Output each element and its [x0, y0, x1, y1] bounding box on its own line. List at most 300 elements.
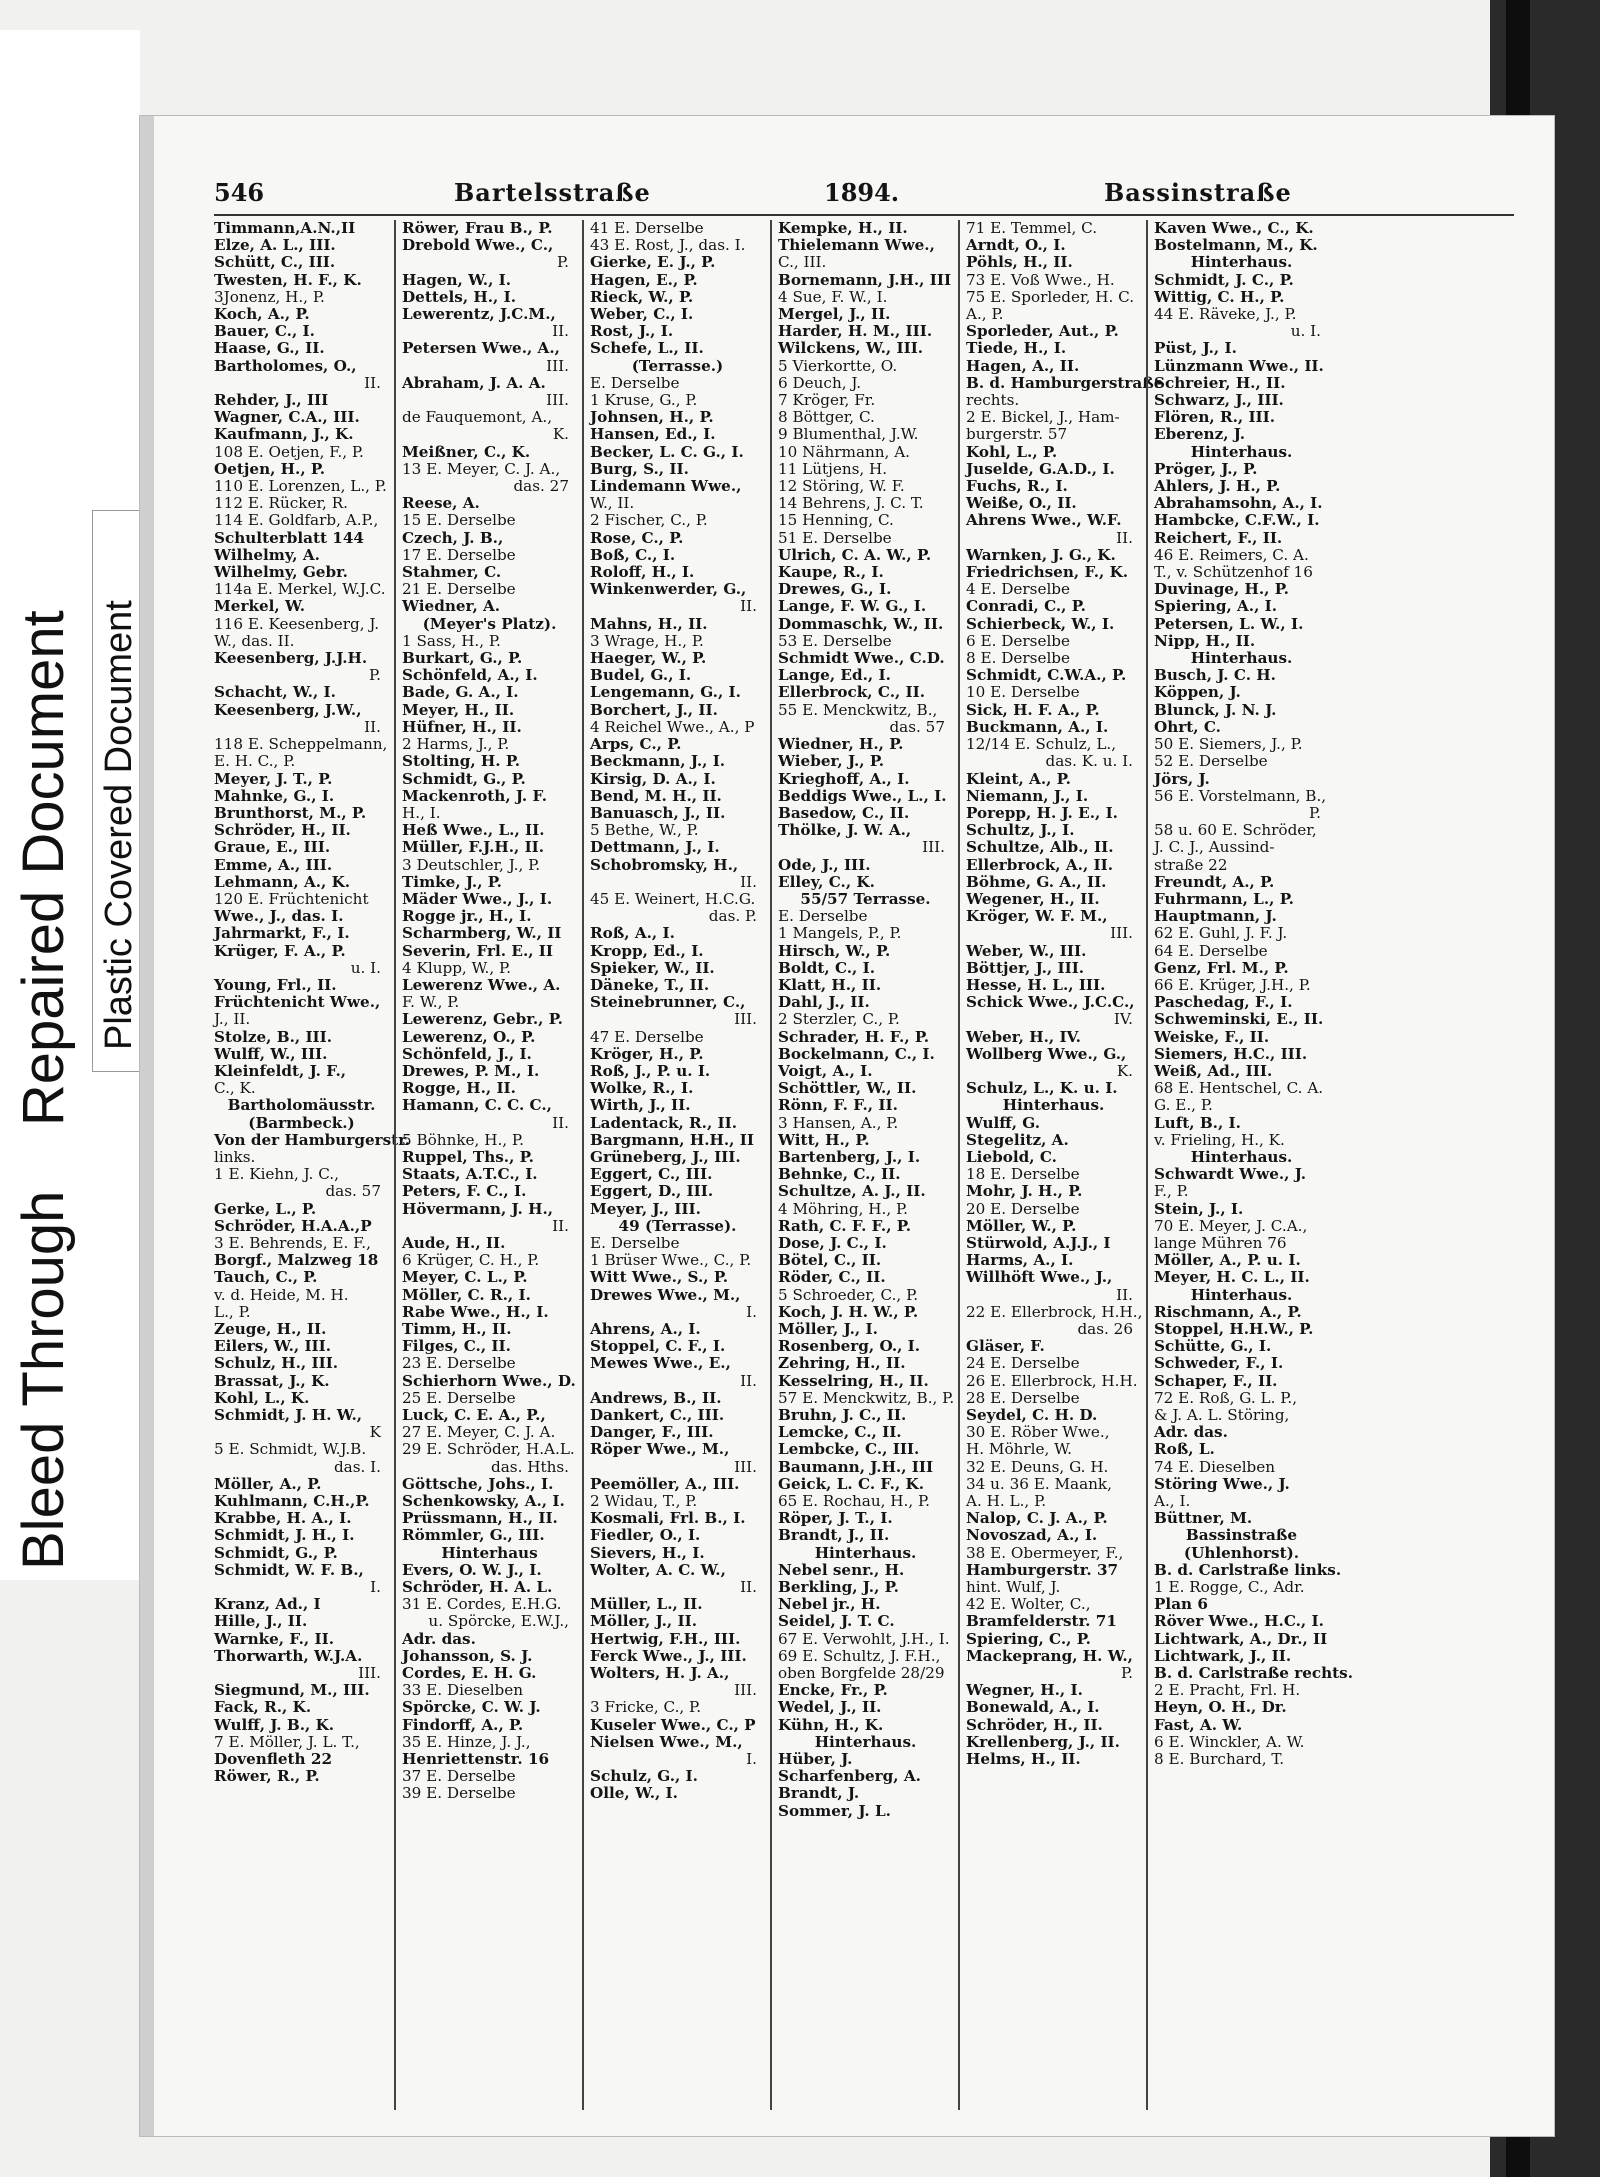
page-year: 1894.	[824, 178, 900, 207]
directory-entry: Bassinstraße	[1185, 1526, 1298, 1545]
directory-entry: Johnsen, H., P.	[590, 408, 714, 427]
directory-entry: 29 E. Schröder, H.A.L.	[402, 1440, 575, 1459]
directory-entry: 3 Fricke, C., P.	[590, 1698, 702, 1717]
directory-entry: 15 Henning, C.	[778, 511, 894, 530]
directory-entry: II.	[552, 1113, 569, 1132]
directory-entry: Lewerenz Wwe., A.	[402, 975, 561, 994]
directory-entry: Seydel, C. H. D.	[966, 1406, 1098, 1425]
directory-entry: Sick, H. F. A., P.	[966, 700, 1100, 719]
directory-entry: Schmidt, J. H. W.,	[214, 1406, 363, 1425]
directory-entry: Möller, C. R., I.	[402, 1285, 531, 1304]
directory-entry: Rabe Wwe., H., I.	[402, 1302, 549, 1321]
directory-entry: Mergel, J., II.	[778, 305, 891, 324]
directory-entry: de Fauquemont, A.,	[402, 408, 553, 427]
directory-entry: Encke, Fr., P.	[778, 1681, 888, 1700]
directory-entry: 13 E. Meyer, C. J. A.,	[402, 459, 561, 478]
directory-entry: G. E., P.	[1154, 1096, 1213, 1115]
directory-entry: Dankert, C., III.	[590, 1406, 725, 1425]
directory-entry: Dovenfleth 22	[214, 1750, 333, 1769]
directory-entry: Kröger, H., P.	[590, 1044, 704, 1063]
directory-entry: I.	[746, 1750, 757, 1769]
directory-entry: Rosenberg, O., I.	[778, 1337, 921, 1356]
directory-entry: I.	[746, 1302, 757, 1321]
directory-entry: Mackenroth, J. F.	[402, 786, 548, 805]
directory-entry: 30 E. Röber Wwe.,	[966, 1423, 1110, 1442]
directory-entry: 62 E. Guhl, J. F. J.	[1154, 924, 1288, 943]
directory-entry: Hinterhaus.	[1002, 1096, 1105, 1115]
directory-entry: C., III.	[778, 253, 827, 272]
directory-entry: lange Mühren 76	[1154, 1233, 1287, 1252]
directory-entry: Evers, O. W. J., I.	[402, 1560, 542, 1579]
directory-entry: Wirth, J., II.	[590, 1096, 691, 1115]
directory-entry: 51 E. Derselbe	[778, 528, 892, 547]
directory-entry: 1 Kruse, G., P.	[590, 391, 698, 410]
directory-entry: Roß, J., P. u. I.	[590, 1061, 711, 1080]
directory-entry: 2 Harms, J., P.	[402, 735, 510, 754]
directory-entry: Müller, L., II.	[590, 1595, 703, 1614]
directory-entry: A., P.	[966, 305, 1004, 324]
directory-entry: 11 Lütjens, H.	[778, 459, 888, 478]
directory-entry: Keesenberg, J.J.H.	[214, 649, 368, 668]
directory-entry: das. 27	[513, 477, 569, 496]
directory-entry: Von der Hamburgerstr.	[214, 1130, 411, 1149]
directory-entry: K.	[552, 425, 569, 444]
directory-entry: Römmler, G., III.	[402, 1526, 545, 1545]
directory-entry: Winkenwerder, G.,	[590, 580, 747, 599]
directory-entry: Siemers, H.C., III.	[1154, 1044, 1308, 1063]
directory-entry: Kosmali, Frl. B., I.	[590, 1509, 746, 1528]
directory-entry: Schultze, A. J., II.	[778, 1182, 926, 1201]
directory-entry: Seidel, J. T. C.	[778, 1612, 895, 1631]
directory-entry: Wulff, W., III.	[214, 1044, 328, 1063]
directory-entry: 66 E. Krüger, J.H., P.	[1154, 975, 1311, 994]
directory-entry: straße 22	[1154, 855, 1228, 874]
directory-entry: Bramfelderstr. 71	[966, 1612, 1117, 1631]
directory-entry: Voigt, A., I.	[778, 1061, 873, 1080]
directory-entry: Hinterhaus.	[1190, 442, 1293, 461]
directory-entry: (Barmbeck.)	[248, 1113, 355, 1132]
directory-entry: Elley, C., K.	[778, 872, 875, 891]
directory-entry: 1 E. Kiehn, J. C.,	[214, 1165, 339, 1184]
directory-entry: 50 E. Siemers, J., P.	[1154, 735, 1303, 754]
directory-entry: 108 E. Oetjen, F., P.	[214, 442, 364, 461]
directory-entry: II.	[740, 872, 757, 891]
directory-entry: Boß, C., I.	[590, 545, 676, 564]
directory-entry: Schick Wwe., J.C.C.,	[966, 993, 1135, 1012]
directory-entry: Danger, F., III.	[590, 1423, 714, 1442]
directory-entry: Thölke, J. W. A.,	[778, 821, 912, 840]
directory-entry: Bartenberg, J., I.	[778, 1147, 921, 1166]
directory-entry: Keesenberg, J.W.,	[214, 700, 362, 719]
directory-entry: Mewes Wwe., E.,	[590, 1354, 731, 1373]
directory-entry: Warnken, J. G., K.	[966, 545, 1116, 564]
directory-entry: J. C. J., Aussind-	[1154, 838, 1275, 857]
directory-entry: Gläser, F.	[966, 1337, 1045, 1356]
directory-entry: 4 Sue, F. W., I.	[778, 287, 888, 306]
directory-entry: 3Jonenz, H., P.	[214, 287, 325, 306]
directory-entry: Fiedler, O., I.	[590, 1526, 701, 1545]
directory-entry: A. H. L., P.	[966, 1492, 1047, 1511]
directory-entry: Klatt, H., II.	[778, 975, 882, 994]
directory-entry: 7 Kröger, Fr.	[778, 391, 876, 410]
directory-entry: das. 57	[889, 717, 945, 736]
directory-entry: Witt, H., P.	[778, 1130, 870, 1149]
directory-entry: Weber, C., I.	[590, 305, 694, 324]
directory-entry: Rieck, W., P.	[590, 287, 694, 306]
directory-entry: Hagen, E., P.	[590, 270, 698, 289]
directory-entry: Emme, A., III.	[214, 855, 333, 874]
directory-entry: 2 E. Bickel, J., Ham-	[966, 408, 1120, 427]
directory-entry: Schröder, H.A.A.,P	[214, 1216, 372, 1235]
directory-entry: Aude, H., II.	[402, 1233, 506, 1252]
directory-entry: Früchtenicht Wwe.,	[214, 993, 381, 1012]
directory-entry: Lewerentz, J.C.M.,	[402, 305, 556, 324]
directory-entry: Plan 6	[1154, 1595, 1208, 1614]
directory-entry: Ohrt, C.	[1154, 717, 1221, 736]
directory-entry: Kröger, W. F. M.,	[966, 907, 1108, 926]
directory-entry: Wiedner, H., P.	[778, 735, 904, 754]
directory-entry: Ulrich, C. A. W., P.	[778, 545, 932, 564]
directory-entry: Hansen, Ed., I.	[590, 425, 716, 444]
overlay-label-strip	[0, 30, 140, 1580]
directory-entry: 8 E. Derselbe	[966, 649, 1071, 668]
directory-entry: Schmidt, W. F. B.,	[214, 1560, 364, 1579]
directory-entry: Hamann, C. C. C.,	[402, 1096, 552, 1115]
directory-entry: Ruppel, Ths., P.	[402, 1147, 534, 1166]
directory-entry: Fuchs, R., I.	[966, 477, 1068, 496]
directory-entry: Twesten, H. F., K.	[214, 270, 362, 289]
directory-entry: E. H. C., P.	[214, 752, 296, 771]
directory-entry: Müller, F.J.H., II.	[402, 838, 545, 857]
directory-entry: II.	[552, 322, 569, 341]
directory-entry: 70 E. Meyer, J. C.A.,	[1154, 1216, 1308, 1235]
directory-entry: Schulz, G., I.	[590, 1767, 698, 1786]
directory-entry: II.	[364, 717, 381, 736]
directory-entry: Möller, A., P. u. I.	[1154, 1251, 1301, 1270]
directory-entry: 26 E. Ellerbrock, H.H.	[966, 1371, 1138, 1390]
directory-column-3	[590, 220, 765, 2120]
directory-entry: Bartholomes, O.,	[214, 356, 357, 375]
directory-entry: Krieghoff, A., I.	[778, 769, 910, 788]
directory-entry: Bockelmann, C., I.	[778, 1044, 935, 1063]
directory-entry: Petersen, L. W., I.	[1154, 614, 1304, 633]
directory-entry: 14 Behrens, J. C. T.	[778, 494, 924, 513]
directory-entry: Röwer, Frau B., P.	[402, 219, 553, 237]
directory-entry: Wilhelmy, A.	[214, 545, 320, 564]
directory-entry: 4 Möhring, H., P.	[778, 1199, 908, 1218]
directory-entry: 41 E. Derselbe	[590, 219, 704, 237]
directory-entry: Koch, A., P.	[214, 305, 310, 324]
directory-entry: Eberenz, J.	[1154, 425, 1246, 444]
directory-entry: Kaufmann, J., K.	[214, 425, 354, 444]
directory-entry: Drebold Wwe., C.,	[402, 236, 554, 255]
directory-entry: Fast, A. W.	[1154, 1715, 1243, 1734]
directory-entry: T., v. Schützenhof 16	[1154, 563, 1313, 582]
directory-entry: 31 E. Cordes, E.H.G.	[402, 1595, 562, 1614]
directory-entry: Brandt, J., II.	[778, 1526, 890, 1545]
directory-entry: Paschedag, F., I.	[1154, 993, 1293, 1012]
directory-entry: Lembcke, C., III.	[778, 1440, 920, 1459]
directory-entry: 52 E. Derselbe	[1154, 752, 1268, 771]
directory-entry: Scharfenberg, A.	[778, 1767, 921, 1786]
directory-entry: Schacht, W., I.	[214, 683, 336, 702]
directory-entry: Becker, L. C. G., I.	[590, 442, 744, 461]
directory-entry: 56 E. Vorstelmann, B.,	[1154, 786, 1327, 805]
directory-entry: Hinterhaus.	[1190, 1285, 1293, 1304]
directory-entry: Dettels, H., I.	[402, 287, 517, 306]
directory-entry: Drewes, P. M., I.	[402, 1061, 540, 1080]
left-street-heading: Bartelsstraße	[454, 178, 651, 207]
directory-entry: 12/14 E. Schulz, L.,	[966, 735, 1117, 754]
directory-entry: Mahnke, G., I.	[214, 786, 335, 805]
label-repaired-document: Repaired Document	[11, 610, 76, 1127]
directory-column-6	[1154, 219, 1354, 2120]
directory-entry: Weber, H., IV.	[966, 1027, 1081, 1046]
directory-entry: Sievers, H., I.	[590, 1543, 705, 1562]
directory-entry: Rost, J., I.	[590, 322, 674, 341]
directory-entry: Kempke, H., II.	[778, 219, 908, 237]
directory-entry: Helms, H., II.	[966, 1750, 1081, 1769]
directory-entry: E. Derselbe	[590, 373, 680, 392]
directory-entry: 22 E. Ellerbrock, H.H.,	[966, 1302, 1143, 1321]
directory-entry: Stolze, B., III.	[214, 1027, 333, 1046]
directory-entry: Wollberg Wwe., G.,	[966, 1044, 1127, 1063]
directory-entry: 45 E. Weinert, H.C.G.	[590, 889, 756, 908]
directory-entry: Thielemann Wwe.,	[778, 236, 935, 255]
directory-entry: 3 E. Behrends, E. F.,	[214, 1233, 371, 1252]
directory-entry: Wilhelmy, Gebr.	[214, 563, 348, 582]
directory-entry: 57 E. Menckwitz, B., P.	[778, 1388, 955, 1407]
directory-entry: 2 Widau, T., P.	[590, 1492, 698, 1511]
directory-entry: Stoppel, H.H.W., P.	[1154, 1320, 1314, 1338]
directory-entry: Meyer, H., II.	[402, 700, 515, 719]
directory-entry: Meißner, C., K.	[402, 442, 531, 461]
directory-entry: III.	[358, 1664, 381, 1683]
directory-entry: L., P.	[214, 1302, 251, 1321]
directory-entry: Schröder, H., II.	[966, 1715, 1103, 1734]
directory-entry: 18 E. Derselbe	[966, 1165, 1080, 1184]
directory-entry: u. I.	[350, 958, 381, 977]
directory-entry: Kleint, A., P.	[966, 769, 1071, 788]
directory-entry: Conradi, C., P.	[966, 597, 1086, 616]
directory-entry: Flören, R., III.	[1154, 408, 1276, 427]
directory-entry: 46 E. Reimers, C. A.	[1154, 545, 1309, 564]
directory-entry: Eilers, W., III.	[214, 1337, 332, 1356]
directory-entry: 7 E. Möller, J. L. T.,	[214, 1732, 360, 1751]
directory-entry: Stürwold, A.J.J., I	[966, 1233, 1111, 1252]
page-number: 546	[214, 178, 265, 207]
directory-entry: Ahrens, A., I.	[590, 1320, 701, 1338]
directory-entry: (Terrasse.)	[631, 356, 724, 375]
directory-entry: 67 E. Verwohlt, J.H., I.	[778, 1629, 950, 1648]
directory-entry: Wolke, R., I.	[590, 1079, 694, 1098]
directory-entry: 27 E. Meyer, C. J. A.	[402, 1423, 556, 1442]
directory-entry: 33 E. Dieselben	[402, 1681, 524, 1700]
directory-entry: C., K.	[214, 1079, 256, 1098]
directory-entry: B. d. Hamburgerstraße	[966, 373, 1164, 392]
directory-entry: u. I.	[1290, 322, 1321, 341]
directory-entry: Hinterhaus.	[1190, 649, 1293, 668]
directory-entry: 5 Schroeder, C., P.	[778, 1285, 919, 1304]
directory-entry: 28 E. Derselbe	[966, 1388, 1080, 1407]
directory-entry: Peters, F. C., I.	[402, 1182, 527, 1201]
directory-entry: Niemann, J., I.	[966, 786, 1089, 805]
directory-entry: W., das. II.	[214, 631, 295, 650]
directory-entry: Arps, C., P.	[590, 735, 682, 754]
directory-entry: 68 E. Hentschel, C. A.	[1154, 1079, 1324, 1098]
directory-column-2	[402, 220, 577, 2120]
directory-entry: 112 E. Rücker, R.	[214, 494, 348, 513]
directory-entry: II.	[740, 1578, 757, 1597]
directory-entry: III.	[546, 391, 569, 410]
directory-entry: Schwardt Wwe., J.	[1154, 1165, 1307, 1184]
directory-entry: Schreier, H., II.	[1154, 373, 1286, 392]
directory-entry: & J. A. L. Störing,	[1154, 1406, 1290, 1425]
directory-entry: Bauer, C., I.	[214, 322, 315, 341]
directory-entry: Hauptmann, J.	[1154, 907, 1277, 926]
directory-entry: Boldt, C., I.	[778, 958, 876, 977]
directory-entry: Wulff, G.	[966, 1113, 1041, 1132]
directory-entry: 110 E. Lorenzen, L., P.	[214, 477, 387, 496]
directory-entry: Heß Wwe., L., II.	[402, 821, 545, 840]
directory-entry: Hinterhaus.	[1190, 1147, 1293, 1166]
directory-entry: Bostelmann, M., K.	[1154, 236, 1318, 255]
directory-entry: Krabbe, H. A., I.	[214, 1509, 352, 1528]
directory-entry: Eggert, D., III.	[590, 1182, 714, 1201]
directory-entry: Lange, Ed., I.	[778, 666, 891, 685]
directory-entry: 1 Mangels, P., P.	[778, 924, 902, 943]
directory-entry: Nielsen Wwe., M.,	[590, 1732, 743, 1751]
directory-entry: 53 E. Derselbe	[778, 631, 892, 650]
directory-entry: 75 E. Sporleder, H. C.	[966, 287, 1135, 306]
directory-entry: Wieber, J., P.	[778, 752, 885, 771]
directory-entry: Schaper, F., II.	[1154, 1371, 1278, 1390]
directory-entry: Scharmberg, W., II	[402, 924, 562, 943]
directory-entry: 4 E. Derselbe	[966, 580, 1071, 599]
directory-entry: Burkart, G., P.	[402, 649, 523, 668]
directory-entry: Dommaschk, W., II.	[778, 614, 944, 633]
directory-entry: Mohr, J. H., P.	[966, 1182, 1083, 1201]
directory-entry: Schmidt, J. H., I.	[214, 1526, 355, 1545]
directory-entry: I.	[370, 1578, 381, 1597]
directory-entry: Filges, C., II.	[402, 1337, 511, 1356]
directory-entry: 43 E. Rost, J., das. I.	[590, 236, 746, 255]
page-header	[154, 178, 1554, 218]
directory-entry: Spieker, W., II.	[590, 958, 715, 977]
directory-entry: Schweder, F., I.	[1154, 1354, 1284, 1373]
directory-entry: oben Borgfelde 28/29	[778, 1664, 945, 1683]
directory-entry: Genz, Frl. M., P.	[1154, 958, 1289, 977]
directory-entry: 74 E. Dieselben	[1154, 1457, 1276, 1476]
directory-entry: III.	[734, 1010, 757, 1029]
directory-entry: (Uhlenhorst).	[1183, 1543, 1300, 1562]
directory-entry: Schierbeck, W., I.	[966, 614, 1115, 633]
directory-entry: Adr. das.	[1154, 1423, 1228, 1442]
directory-entry: Andrews, B., II.	[590, 1388, 722, 1407]
directory-entry: Schulz, L., K. u. I.	[966, 1079, 1118, 1098]
directory-entry: Hüfner, H., II.	[402, 717, 522, 736]
directory-entry: Ladentack, R., II.	[590, 1113, 738, 1132]
directory-entry: Siegmund, M., III.	[214, 1681, 370, 1700]
directory-entry: H., I.	[402, 803, 441, 822]
directory-entry: Witt Wwe., S., P.	[590, 1268, 729, 1287]
directory-entry: Wedel, J., II.	[778, 1698, 882, 1717]
directory-entry: Ellerbrock, A., II.	[966, 855, 1114, 874]
directory-entry: Dose, J. C., I.	[778, 1233, 887, 1252]
directory-entry: Adr. das.	[402, 1629, 476, 1648]
directory-entry: 6 Deuch, J.	[778, 373, 862, 392]
directory-entry: 72 E. Roß, G. L. P.,	[1154, 1388, 1298, 1407]
directory-entry: Wittig, C. H., P.	[1154, 287, 1285, 306]
directory-entry: Schmidt, G., P.	[402, 769, 526, 788]
directory-entry: 69 E. Schultz, J. F.H.,	[778, 1646, 941, 1665]
directory-entry: Röper Wwe., M.,	[590, 1440, 730, 1459]
directory-entry: Lindemann Wwe.,	[590, 477, 742, 496]
directory-entry: 25 E. Derselbe	[402, 1388, 516, 1407]
directory-entry: Schönfeld, J., I.	[402, 1044, 532, 1063]
directory-entry: das. Hths.	[491, 1457, 569, 1476]
directory-entry: 9 Blumenthal, J.W.	[778, 425, 919, 444]
directory-entry: 49 (Terrasse).	[618, 1216, 737, 1235]
directory-entry: Abrahamsohn, A., I.	[1154, 494, 1323, 513]
directory-entry: IV.	[1113, 1010, 1133, 1029]
directory-entry: Geick, L. C. F., K.	[778, 1474, 925, 1493]
directory-entry: Schultze, Alb., II.	[966, 838, 1114, 857]
directory-entry: links.	[214, 1147, 256, 1166]
directory-entry: Grüneberg, J., III.	[590, 1147, 741, 1166]
directory-entry: Jahrmarkt, F., I.	[214, 924, 350, 943]
directory-entry: Budel, G., I.	[590, 666, 692, 685]
directory-entry: Kuhlmann, C.H.,P.	[214, 1492, 370, 1511]
directory-entry: das. 57	[325, 1182, 381, 1201]
directory-entry: 8 E. Burchard, T.	[1154, 1750, 1285, 1769]
directory-entry: Schwarz, J., III.	[1154, 391, 1284, 410]
directory-entry: 5 Böhnke, H., P.	[402, 1130, 524, 1149]
directory-entry: 6 E. Derselbe	[966, 631, 1071, 650]
directory-entry: Busch, J. C. H.	[1154, 666, 1276, 685]
directory-entry: Schmidt Wwe., C.D.	[778, 649, 945, 668]
directory-entry: Lünzmann Wwe., II.	[1154, 356, 1324, 375]
directory-entry: Harder, H. M., III.	[778, 322, 933, 341]
directory-entry: III.	[546, 356, 569, 375]
directory-entry: Schulterblatt 144	[214, 528, 364, 547]
directory-entry: 17 E. Derselbe	[402, 545, 516, 564]
directory-entry: Buckmann, A., I.	[966, 717, 1109, 736]
directory-entry: das. P.	[708, 907, 757, 926]
directory-entry: 21 E. Derselbe	[402, 580, 516, 599]
directory-entry: II.	[364, 373, 381, 392]
directory-entry: Rath, C. F. F., P.	[778, 1216, 911, 1235]
directory-entry: Beddigs Wwe., L., I.	[778, 786, 947, 805]
directory-entry: II.	[740, 597, 757, 616]
directory-entry: Wagner, C.A., III.	[214, 408, 360, 427]
directory-entry: Harms, A., I.	[966, 1251, 1074, 1270]
directory-entry: Stolting, H. P.	[402, 752, 521, 771]
directory-entry: Bonewald, A., I.	[966, 1698, 1100, 1717]
directory-entry: Gerke, L., P.	[214, 1199, 317, 1218]
directory-entry: Lehmann, A., K.	[214, 872, 351, 891]
directory-entry: Petersen Wwe., A.,	[402, 339, 560, 358]
directory-entry: Ode, J., III.	[778, 855, 871, 874]
directory-entry: Czech, J. B.,	[402, 528, 504, 547]
directory-entry: Rischmann, A., P.	[1154, 1302, 1302, 1321]
directory-entry: das. K. u. I.	[1045, 752, 1133, 771]
directory-entry: Johansson, S. J.	[402, 1646, 533, 1665]
directory-entry: Schefe, L., II.	[590, 339, 704, 358]
directory-entry: Schöttler, W., II.	[778, 1079, 917, 1098]
directory-entry: Meyer, J., III.	[590, 1199, 701, 1218]
directory-entry: Schröder, H., II.	[214, 821, 351, 840]
